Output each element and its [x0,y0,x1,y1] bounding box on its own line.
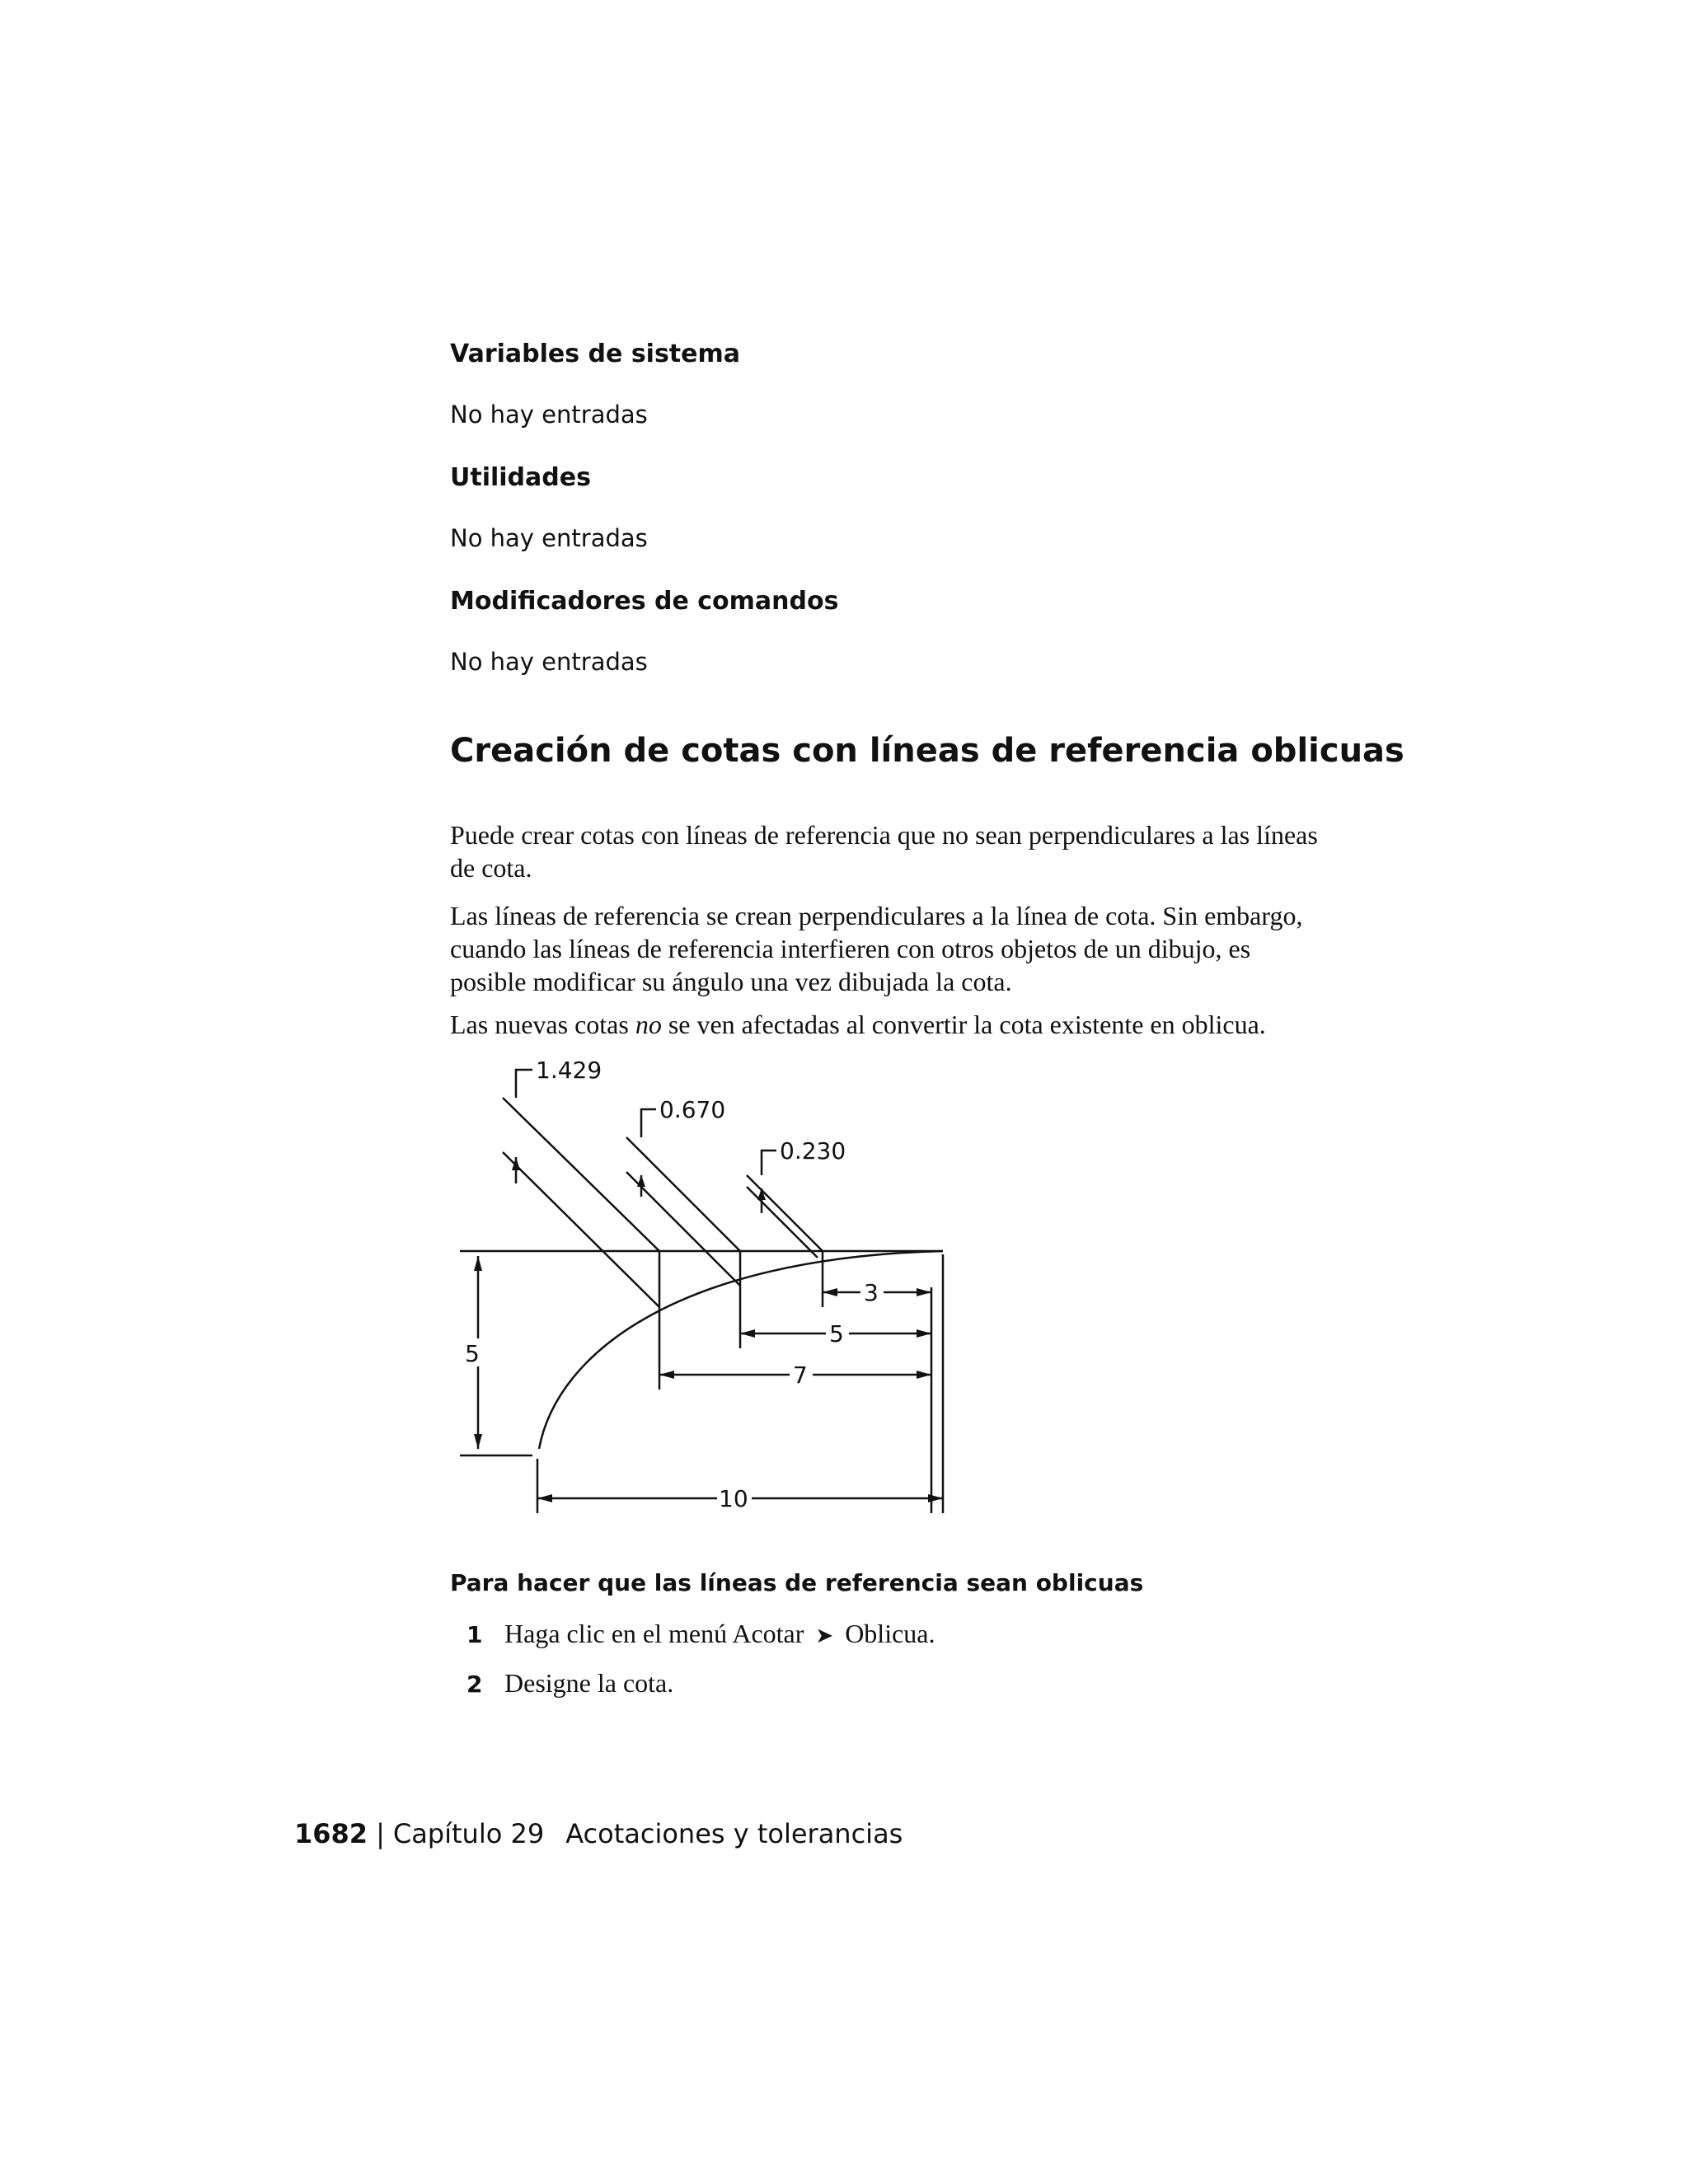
step-text: Haga clic en el menú Acotar [504,1619,804,1648]
menu-arrow-icon: ➤ [815,1624,834,1647]
oblique-leader-0230-outer [747,1175,823,1251]
procedure-title: Para hacer que las líneas de referencia sean oblicuas [450,1569,1144,1596]
step-number: 1 [467,1621,483,1648]
oblique-dimension-figure [450,1055,961,1525]
chapter-title: Acotaciones y tolerancias [565,1818,903,1849]
command-modifiers-heading: Modificadores de comandos [450,587,839,616]
dim-label-7: 7 [793,1361,808,1389]
section-title: Creación de cotas con líneas de referencia oblicuas [450,732,1404,770]
paragraph-3-start: Las nuevas cotas [450,1010,635,1039]
leader-hook-0230 [762,1151,776,1175]
procedure-step-2 [467,1668,673,1699]
leader-label-0230: 0.230 [780,1137,846,1165]
step-number: 2 [467,1671,483,1698]
paragraph-3-emphasis: no [635,1010,662,1039]
footer-separator: | [376,1818,385,1849]
paragraph-3 [450,1008,1324,1041]
system-variables-heading: Variables de sistema [450,340,741,368]
leader-label-0670: 0.670 [659,1096,726,1123]
step-text-after: Oblicua. [845,1619,935,1648]
dim-label-5: 5 [829,1320,844,1347]
oblique-leader-0670-inner [626,1172,740,1286]
command-modifiers-text: No hay entradas [450,648,648,676]
dim-label-10: 10 [719,1485,748,1512]
page-footer [294,1818,903,1849]
page-number: 1682 [294,1818,368,1849]
leader-label-1429: 1.429 [536,1057,603,1084]
paragraph-1: Puede crear cotas con líneas de referencia que no sean perpendiculares a las líneas de cota. [450,820,1318,883]
dim-label-3: 3 [864,1279,879,1306]
leader-hook-1429 [516,1070,532,1098]
system-variables-text: No hay entradas [450,401,648,429]
leader-hook-0670 [641,1109,656,1137]
step-text: Designe la cota. [504,1668,674,1698]
utilities-text: No hay entradas [450,524,648,552]
oblique-leader-0670-outer [626,1137,740,1251]
procedure-step-1 [467,1619,935,1649]
chapter-number: Capítulo 29 [392,1818,545,1849]
utilities-heading: Utilidades [450,463,591,492]
dim-label-vertical-5: 5 [465,1340,480,1367]
paragraph-3-end: se ven afectadas al convertir la cota existente en oblicua. [661,1010,1266,1039]
paragraph-2: Las líneas de referencia se crean perpendiculares a la línea de cota. Sin embargo, cuando las líneas de referencia interfieren con otros objetos de un dibujo, es posible modificar su ángulo una vez dibujada la cota. [450,901,1303,996]
oblique-leader-0230-inner [747,1187,818,1258]
